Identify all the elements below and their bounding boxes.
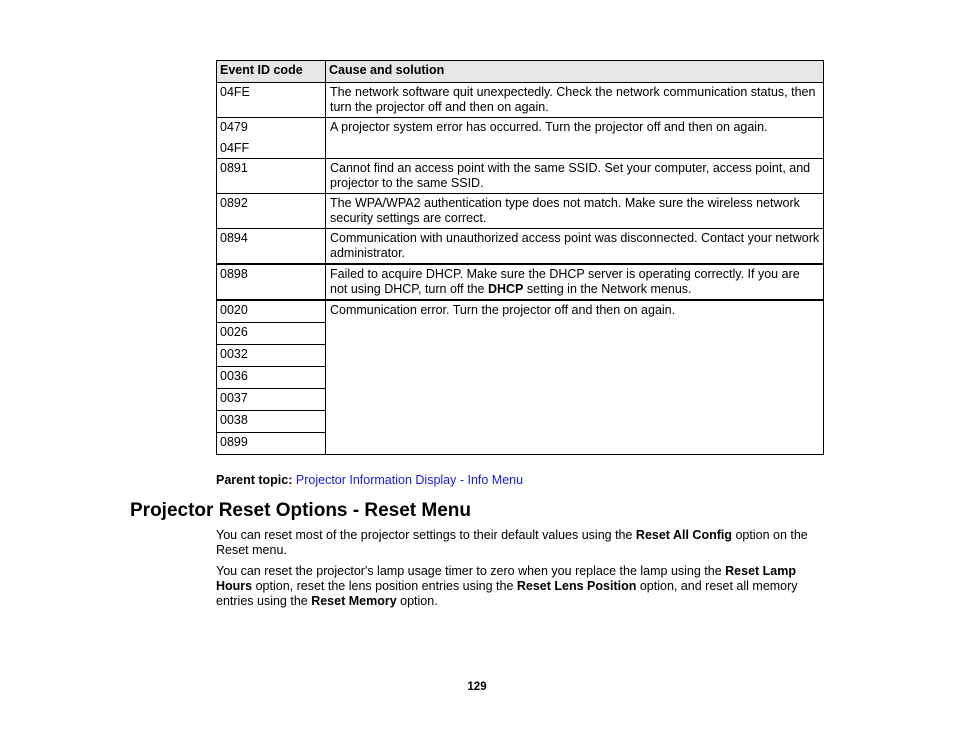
table-row xyxy=(217,83,824,118)
page-number: 129 xyxy=(467,681,487,693)
cause-text: The network software quit unexpectedly. Check the network communication status, then turn the projector off and then on again. xyxy=(326,83,824,118)
event-code: 0892 xyxy=(217,194,326,229)
event-code: 0038 xyxy=(217,411,326,433)
event-code: 04FF xyxy=(220,141,250,155)
section-title: Projector Reset Options - Reset Menu xyxy=(130,500,472,521)
option-name: Reset Lens Position xyxy=(516,579,637,593)
paragraph-text: You can reset the projector's lamp usage timer to zero when you replace the lamp using the xyxy=(216,564,726,578)
paragraph-text: option, and reset all memory entries using the xyxy=(216,579,798,608)
paragraph-text: option. xyxy=(396,594,438,608)
event-id-table xyxy=(216,60,824,455)
paragraph-text: option, reset the lens position entries using the xyxy=(252,579,517,593)
option-name: Reset Lamp Hours xyxy=(216,564,797,593)
cause-text xyxy=(326,264,824,300)
table-row xyxy=(217,264,824,300)
option-name: Reset Memory xyxy=(311,594,397,608)
dhcp-setting-name: DHCP xyxy=(487,282,524,296)
cause-text: A projector system error has occurred. Turn the projector off and then on again. xyxy=(326,118,824,159)
event-code: 0894 xyxy=(217,229,326,265)
event-codes xyxy=(217,118,326,159)
event-code: 0898 xyxy=(217,264,326,300)
event-code: 04FE xyxy=(217,83,326,118)
reset-all-config-paragraph xyxy=(216,528,822,558)
table-header-row xyxy=(217,61,824,83)
table-row xyxy=(217,229,824,265)
table-row xyxy=(217,300,824,323)
option-name: Reset All Config xyxy=(635,528,732,542)
cause-text: Communication error. Turn the projector off and then on again. xyxy=(326,300,824,455)
table-row xyxy=(217,118,824,159)
event-code: 0020 xyxy=(217,300,326,323)
table-row xyxy=(217,194,824,229)
cause-text-part: setting in the Network menus. xyxy=(523,282,692,296)
cause-text-part: Failed to acquire DHCP. Make sure the DHCP server is operating correctly. If you are not using DHCP, turn off the xyxy=(330,267,800,296)
event-code: 0026 xyxy=(217,323,326,345)
event-code: 0037 xyxy=(217,389,326,411)
header-event-id-code: Event ID code xyxy=(217,61,326,83)
reset-lamp-lens-memory-paragraph xyxy=(216,564,822,609)
parent-topic-label: Parent topic: xyxy=(216,473,293,487)
event-code: 0036 xyxy=(217,367,326,389)
event-code: 0891 xyxy=(217,159,326,194)
cause-text: Cannot find an access point with the same SSID. Set your computer, access point, and projector to the same SSID. xyxy=(326,159,824,194)
event-code: 0032 xyxy=(217,345,326,367)
header-cause-and-solution: Cause and solution xyxy=(326,61,824,83)
event-code: 0899 xyxy=(217,433,326,455)
event-code: 0479 xyxy=(220,120,248,134)
cause-text: Communication with unauthorized access point was disconnected. Contact your network administrator. xyxy=(326,229,824,265)
parent-topic-link[interactable]: Projector Information Display - Info Menu xyxy=(295,473,524,487)
table-row xyxy=(217,159,824,194)
paragraph-text: You can reset most of the projector settings to their default values using the xyxy=(216,528,636,542)
parent-topic xyxy=(216,473,523,488)
cause-text: The WPA/WPA2 authentication type does not match. Make sure the wireless network security settings are correct. xyxy=(326,194,824,229)
paragraph-text: option on the Reset menu. xyxy=(216,528,808,557)
